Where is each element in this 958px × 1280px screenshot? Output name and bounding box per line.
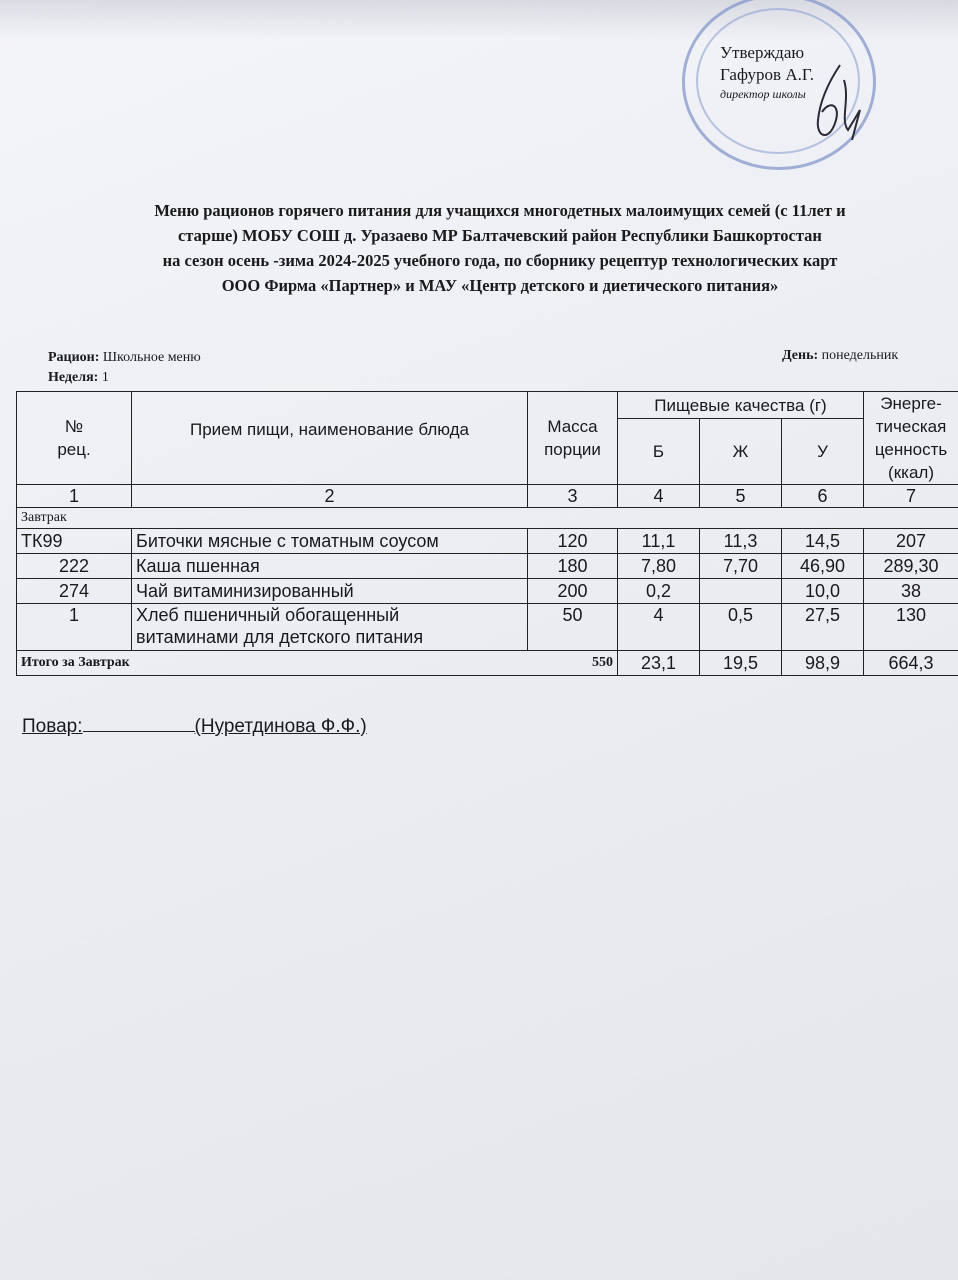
header-mass: Масса порции (528, 392, 618, 485)
table-row (17, 529, 958, 554)
total-label: Итого за Завтрак (17, 651, 528, 676)
header-rec-no: № рец. (17, 392, 132, 485)
section-breakfast: Завтрак (17, 508, 958, 529)
ration-value: Школьное меню (102, 350, 201, 365)
mass: 200 (528, 579, 618, 604)
title-line: старше) МОБУ СОШ д. Уразаево МР Балтачевский район Республики Башкортостан (178, 226, 822, 245)
approval-line-position: директор школы (720, 87, 806, 101)
header-protein: Б (618, 419, 700, 485)
column-number: 2 (132, 485, 528, 508)
signature-blank (83, 715, 195, 732)
table-row (17, 604, 958, 651)
protein: 0,2 (618, 579, 700, 604)
rec-no: 1 (17, 604, 132, 651)
protein: 4 (618, 604, 700, 651)
document-title (60, 198, 940, 298)
column-numbers-row (17, 485, 958, 508)
column-number: 1 (17, 485, 132, 508)
rec-no: 222 (17, 554, 132, 579)
total-protein: 23,1 (618, 651, 700, 676)
fat (700, 579, 782, 604)
energy: 130 (864, 604, 958, 651)
title-line: Меню рационов горячего питания для учащихся многодетных малоимущих семей (с 11лет и (154, 201, 846, 220)
ration-info (48, 348, 201, 388)
rec-no: ТК99 (17, 529, 132, 554)
rec-no: 274 (17, 579, 132, 604)
dish-name: Биточки мясные с томатным соусом (132, 529, 528, 554)
title-line: на сезон осень -зима 2024-2025 учебного года, по сборнику рецептур технологических карт (162, 251, 838, 270)
day-label: День: (782, 348, 819, 363)
protein: 7,80 (618, 554, 700, 579)
fat: 7,70 (700, 554, 782, 579)
dish-name: Чай витаминизированный (132, 579, 528, 604)
cook-signature-line (22, 715, 367, 738)
menu-table (16, 391, 958, 676)
total-mass: 550 (528, 651, 618, 676)
energy: 207 (864, 529, 958, 554)
day-value: понедельник (821, 348, 899, 363)
week-value: 1 (101, 370, 109, 385)
cook-name: (Нуретдинова Ф.Ф.) (194, 716, 367, 737)
table-row (17, 579, 958, 604)
approval-line-approve: Утверждаю (720, 43, 805, 62)
energy: 38 (864, 579, 958, 604)
column-number: 3 (528, 485, 618, 508)
section-row (17, 508, 958, 529)
energy: 289,30 (864, 554, 958, 579)
approval-line-name: Гафуров А.Г. (720, 65, 815, 84)
header-fat: Ж (700, 419, 782, 485)
carbs: 27,5 (782, 604, 864, 651)
carbs: 10,0 (782, 579, 864, 604)
day-info (782, 348, 898, 364)
ration-label: Рацион: (48, 350, 100, 365)
column-number: 7 (864, 485, 958, 508)
mass: 120 (528, 529, 618, 554)
total-energy: 664,3 (864, 651, 958, 676)
cook-label: Повар: (22, 716, 83, 737)
header-carbs: У (782, 419, 864, 485)
table-row (17, 554, 958, 579)
week-label: Неделя: (48, 370, 99, 385)
signature-icon (800, 60, 870, 160)
column-number: 5 (700, 485, 782, 508)
dish-name: Каша пшенная (132, 554, 528, 579)
header-energy: Энерге- тическая ценность (ккал) (864, 392, 958, 485)
carbs: 14,5 (782, 529, 864, 554)
header-dish: Прием пищи, наименование блюда (132, 392, 528, 485)
column-number: 4 (618, 485, 700, 508)
fat: 0,5 (700, 604, 782, 651)
total-carbs: 98,9 (782, 651, 864, 676)
fat: 11,3 (700, 529, 782, 554)
total-row (17, 651, 958, 676)
protein: 11,1 (618, 529, 700, 554)
column-number: 6 (782, 485, 864, 508)
header-nutrition: Пищевые качества (г) (618, 392, 864, 419)
title-line: ООО Фирма «Партнер» и МАУ «Центр детского и диетического питания» (221, 276, 779, 295)
total-fat: 19,5 (700, 651, 782, 676)
mass: 50 (528, 604, 618, 651)
mass: 180 (528, 554, 618, 579)
carbs: 46,90 (782, 554, 864, 579)
dish-name: Хлеб пшеничный обогащенный витаминами для детского питания (132, 604, 528, 651)
